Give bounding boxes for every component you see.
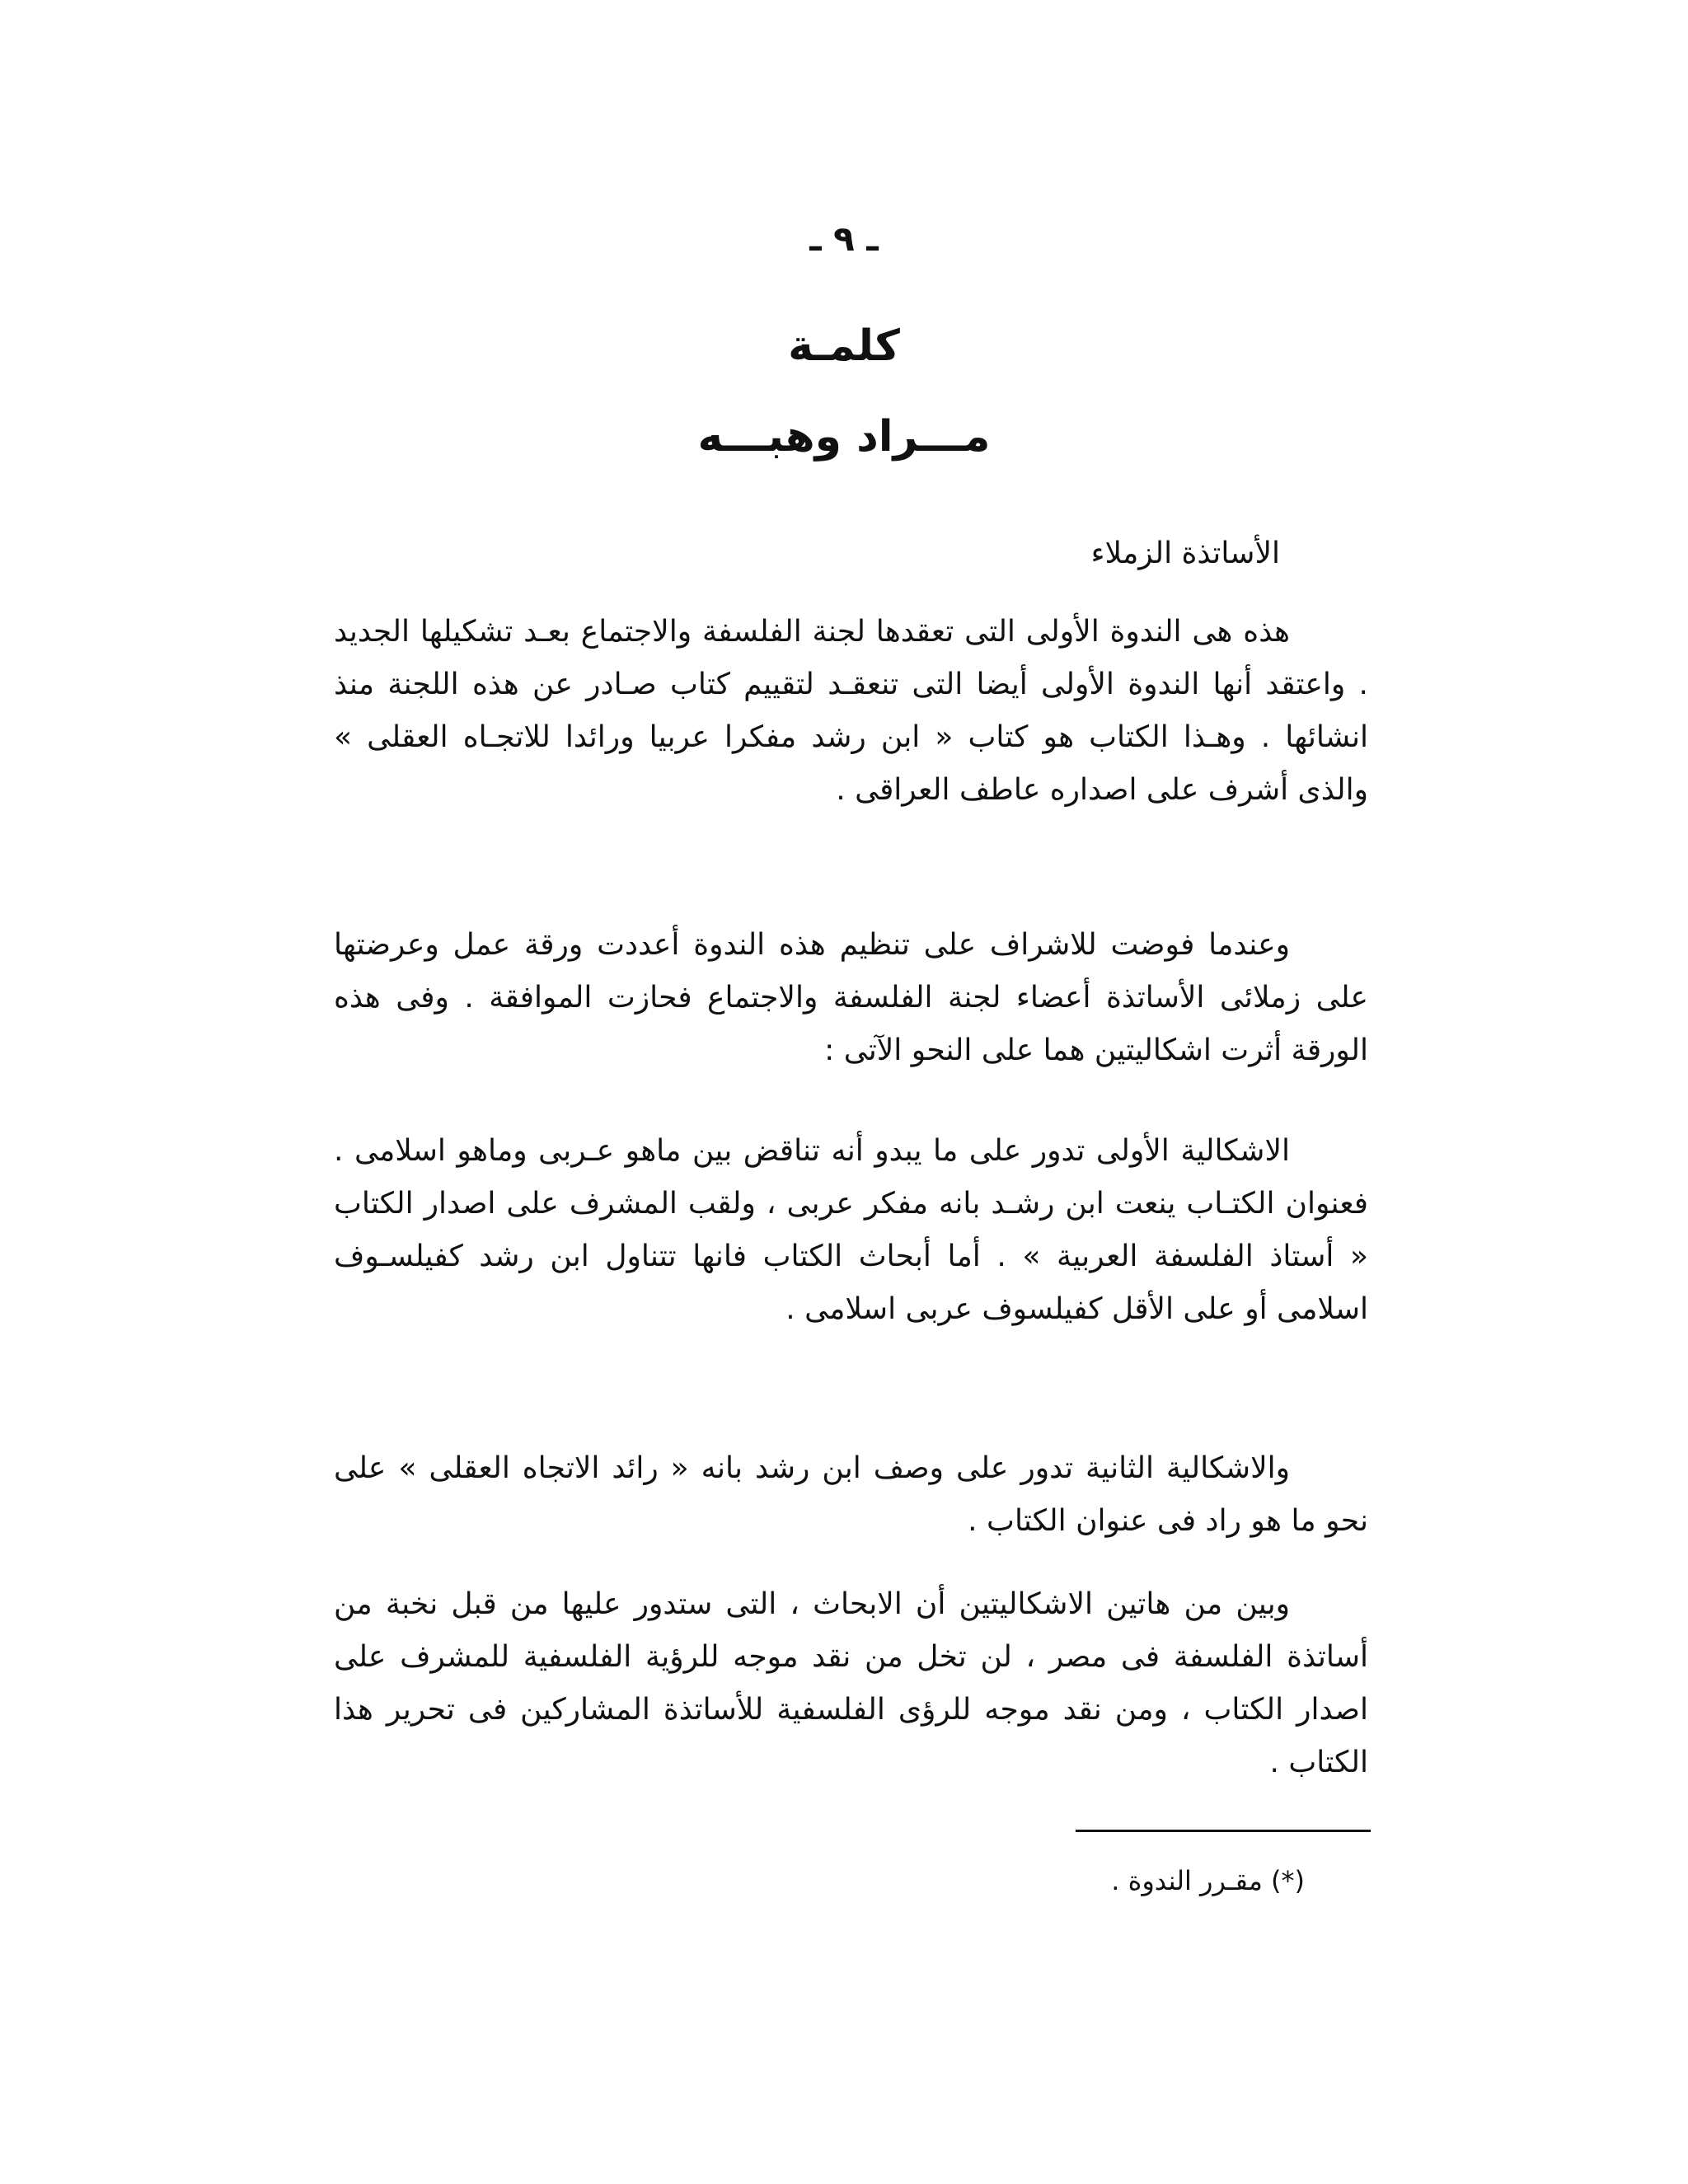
salutation: الأساتذة الزملاء [1090, 537, 1280, 570]
footnote: (*) مقـرر الندوة . [1111, 1865, 1305, 1896]
author-name: مـــراد وهبـــه [697, 412, 991, 462]
footnote-divider [1076, 1830, 1371, 1832]
paragraph-1 [334, 606, 1368, 817]
paragraph-text: وبين من هاتين الاشكاليتين أن الابحاث ، التى ستدور عليها من قبل نخبة من أساتذة الفلسفة فى مصر ، لن تخل من نقد موجه للرؤية الفلسفية للمشرف على اصدار الكتاب ، ومن نقد موجه للرؤى الفلسفية للأساتذة المشاركين فى تحرير هذا الكتاب . [334, 1587, 1368, 1779]
page-number: ـ ٩ ـ [809, 218, 879, 259]
paragraph-2 [334, 919, 1368, 1077]
paragraph-5 [334, 1578, 1368, 1789]
paragraph-3 [334, 1125, 1368, 1336]
document-title: كلمـة [788, 321, 900, 371]
paragraph-text: وعندما فوضت للاشراف على تنظيم هذه الندوة أعددت ورقة عمل وعرضتها على زملائى الأساتذة أعضاء لجنة الفلسفة والاجتماع فحازت الموافقة . وفى هذه الورقة أثرت اشكاليتين هما على النحو الآتى : [334, 928, 1368, 1067]
paragraph-text: هذه هى الندوة الأولى التى تعقدها لجنة الفلسفة والاجتماع بعـد تشكيلها الجديد . واعتقد أنها الندوة الأولى أيضا التى تنعقـد لتقييم كتاب صـادر عن هذه اللجنة منذ انشائها . وهـذا الكتاب هو كتاب « ابن رشد مفكرا عربيا ورائدا للاتجـاه العقلى » والذى أشرف على اصداره عاطف العراقى . [334, 615, 1368, 807]
paragraph-text: والاشكالية الثانية تدور على وصف ابن رشد بانه « رائد الاتجاه العقلى » على نحو ما هو راد فى عنوان الكتاب . [334, 1451, 1368, 1538]
paragraph-4 [334, 1442, 1368, 1548]
paragraph-text: الاشكالية الأولى تدور على ما يبدو أنه تناقض بين ماهو عـربى وماهو اسلامى . فعنوان الكتـاب ينعت ابن رشـد بانه مفكر عربى ، ولقب المشرف على اصدار الكتاب « أستاذ الفلسفة العربية » . أما أبحاث الكتاب فانها تتناول ابن رشد كفيلسـوف اسلامى أو على الأقل كفيلسوف عربى اسلامى . [334, 1134, 1368, 1326]
